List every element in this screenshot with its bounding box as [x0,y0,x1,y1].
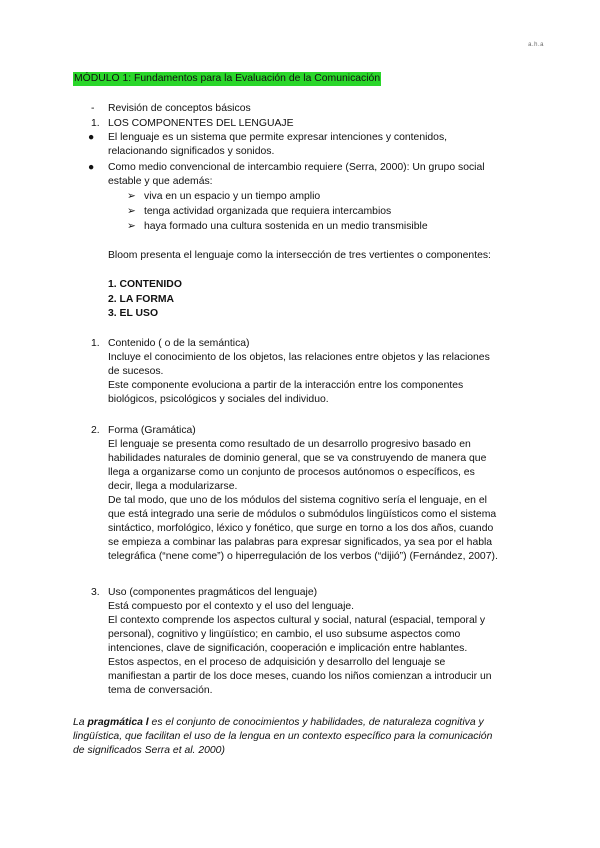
text-line: De tal modo, que uno de los módulos del sistema cognitivo sería el lenguaje, en el [108,495,487,506]
review-text: Revisión de conceptos básicos [108,103,251,114]
bullet-line: Como medio convencional de intercambio requiere (Serra, 2000): Un grupo social [108,162,485,173]
content-body [108,351,528,407]
use-heading-text: Uso (componentes pragmáticos del lenguaje) [108,587,318,598]
arrow-icon: ➢ [127,191,136,202]
final-prefix: La [73,717,88,728]
section-title: LOS COMPONENTES DEL LENGUAJE [108,118,294,129]
arrow-item [127,220,428,234]
bullet-item: ● Como medio convencional de intercambio requiere (Serra, 2000): Un grupo social estable y que además: [88,161,548,191]
arrow-item [127,205,391,219]
form-heading-text: Forma (Gramática) [108,425,196,436]
text-line: telegráfica (“nene come”) o hiperregulación de los verbos (“dijió”) (Fernández, 2007). [108,551,498,562]
section-number: 1. [91,118,100,129]
bullet-line: estable y que además: [108,176,213,187]
text-line: intenciones, clave de significación, cooperación e implicación entre hablantes. [108,643,468,654]
text-line: Estos aspectos, en el proceso de adquisición y desarrollo del lenguaje se [108,657,446,668]
final-rest: es el conjunto de conocimientos y habilidades, de naturaleza cognitiva y [148,717,484,728]
text-line: biológicos, psicológicos y sociales del individuo. [108,394,329,405]
list-number: 2. [91,425,100,436]
arrow-icon: ➢ [127,221,136,232]
review-item: - Revisión de conceptos básicos [91,103,251,114]
text-line: manifiestan a partir de los doce meses, cuando los niños comienzan a introducir un [108,671,492,682]
text-line: se empieza a combinar las palabras para expresar significados, ya sea por el habla [108,537,493,548]
bloom-paragraph: Bloom presenta el lenguaje como la intersección de tres vertientes o componentes: [108,250,491,261]
arrow-text: tenga actividad organizada que requiera intercambios [144,206,392,217]
list-number: 1. [91,338,100,349]
text-line: El lenguaje se presenta como resultado de un desarrollo progresivo basado en [108,439,471,450]
text-line: Este componente evoluciona a partir de la interacción entre los componentes [108,380,464,391]
arrow-text: haya formado una cultura sostenida en un medio transmisible [144,221,428,232]
arrow-text: viva en un espacio y un tiempo amplio [144,191,321,202]
text-line: que está integrado una serie de módulos o submódulos lingüísticos como el sistema [108,509,497,520]
component-item: 1. CONTENIDO [108,279,182,290]
text-line: Está compuesto por el contexto y el uso del lenguaje. [108,601,355,612]
bullet-item: ● El lenguaje es un sistema que permite expresar intenciones y contenidos, relacionando significados y sonidos. [88,131,548,161]
section-heading [91,117,294,131]
header-initials: a.h.a [528,42,544,48]
text-line: decir, llega a modularizarse. [108,481,238,492]
text-line: personal), cognitivo y lingüístico; en cambio, el uso subsume aspectos como [108,629,461,640]
text-line: de significados Serra et al. 2000) [73,745,225,756]
form-body [108,438,538,564]
content-heading [91,337,250,351]
text-line: habilidades naturales de dominio general, que se va construyendo de manera que [108,453,487,464]
bullet-line: relacionando significados y sonidos. [108,146,275,157]
final-bold-term: pragmática l [87,717,149,728]
content-heading-text: Contenido ( o de la semántica) [108,338,250,349]
component-item: 3. EL USO [108,308,159,319]
arrow-icon: ➢ [127,206,136,217]
text-line: de sucesos. [108,366,164,377]
pragmatics-definition [73,716,543,758]
text-line: lingüística, que facilitan el uso de la lengua en un contexto específico para la comunicación [73,731,493,742]
page-title: MÓDULO 1: Fundamentos para la Evaluación de la Comunicación [74,73,381,84]
component-item: 2. LA FORMA [108,294,174,305]
arrow-item [127,190,320,204]
text-line: El contexto comprende los aspectos cultural y social, natural (espacial, temporal y [108,615,486,626]
text-line: Incluye el conocimiento de los objetos, las relaciones entre objetos y las relaciones [108,352,490,363]
text-line: llega a organizarse como un conjunto de procesos autónomos o específicos, es [108,467,475,478]
text-line: tema de conversación. [108,685,213,696]
bullet-line: El lenguaje es un sistema que permite expresar intenciones y contenidos, [108,132,448,143]
text-line: sintáctico, morfológico, léxico y fonético, que surge en torno a los dos años, cuando [108,523,494,534]
use-body [108,600,528,698]
use-heading [91,586,317,600]
form-heading [91,424,196,438]
list-number: 3. [91,587,100,598]
